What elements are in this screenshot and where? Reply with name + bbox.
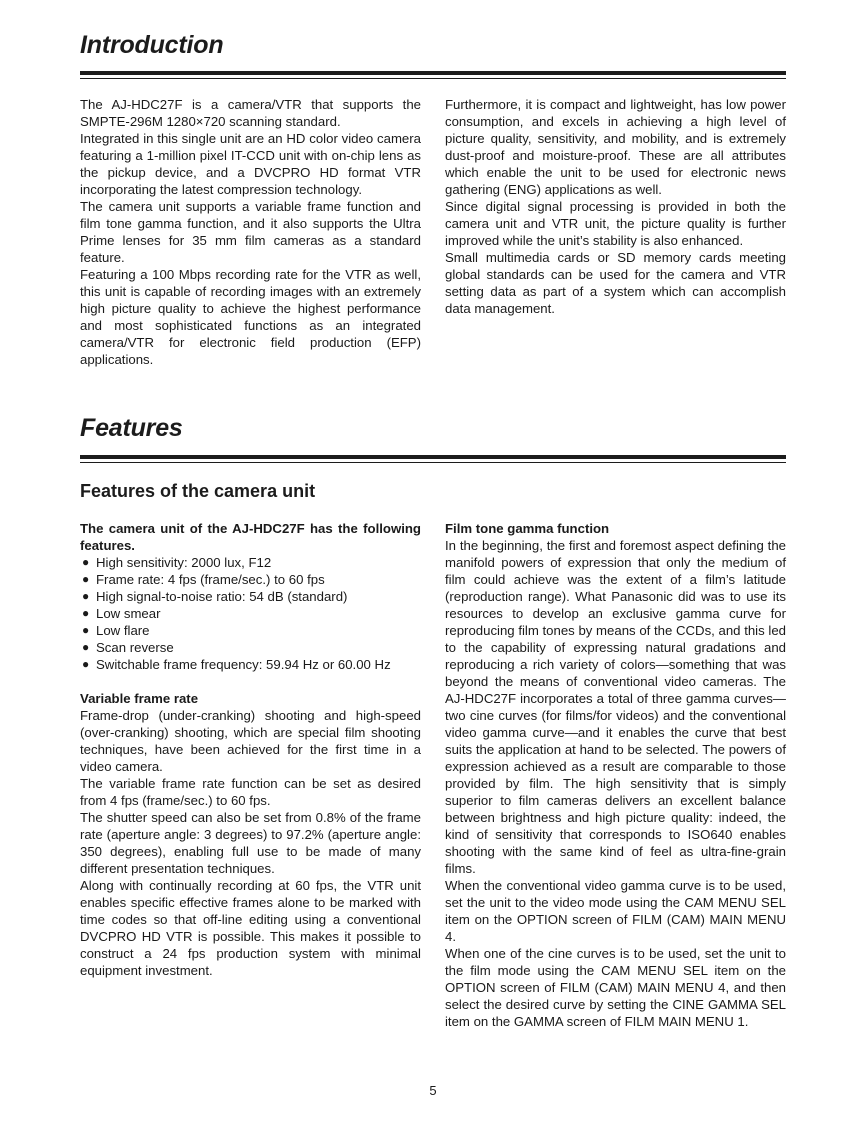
vfr-paragraph: Along with continually recording at 60 fps, the VTR unit enables specific effective frames alone to be marked with time codes so that off-line editing using a conventional DVCPRO HD VTR is possible. This makes it possible to construct a 24 fps production system with minimal equipment investment. — [80, 878, 421, 978]
feature-bullet-list — [80, 554, 421, 673]
spacer — [80, 673, 421, 690]
intro-paragraph: Furthermore, it is compact and lightweight, has low power consumption, and excels in achieving a high level of picture quality, sensitivity, and mobility, and is extremely dust-proof and moisture-proof. These are all attributes which enable the unit to be used for electronic news gathering (ENG) applications as well. — [445, 97, 786, 197]
vfr-paragraph: The variable frame rate function can be set as desired from 4 fps (frame/sec.) to 60 fps. — [80, 776, 421, 808]
list-item: ● Frame rate: 4 fps (frame/sec.) to 60 fps — [82, 572, 325, 587]
features-left-column — [80, 520, 421, 979]
list-item: ● High sensitivity: 2000 lux, F12 — [82, 555, 272, 570]
vfr-paragraph: Frame-drop (under-cranking) shooting and high-speed (over-cranking) shooting, which are special film shooting techniques, have been achieved for the first time in a video camera. — [80, 708, 421, 774]
bullet-icon: ● — [82, 589, 90, 603]
list-item: ● High signal-to-noise ratio: 54 dB (standard) — [82, 589, 348, 604]
introduction-rule-thin — [80, 78, 786, 79]
intro-paragraph: Small multimedia cards or SD memory cards meeting global standards can be used for the camera and VTR setting data as part of a system which can accomplish data management. — [445, 250, 786, 316]
intro-paragraph: Since digital signal processing is provided in both the camera unit and VTR unit, the picture quality is further improved while the unit’s stability is also enhanced. — [445, 199, 786, 248]
bullet-icon: ● — [82, 640, 90, 654]
list-item: ● Low flare — [82, 623, 150, 638]
film-tone-gamma-heading: Film tone gamma function — [445, 521, 610, 536]
bullet-icon: ● — [82, 555, 90, 569]
intro-paragraph: Integrated in this single unit are an HD color video camera featuring a 1-million pixel IT-CCD unit with on-chip lens as the pickup device, and a DVCPRO HD format VTR incorporating the latest compression technology. — [80, 131, 421, 197]
introduction-right-column — [445, 96, 786, 317]
vfr-paragraph: The shutter speed can also be set from 0.8% of the frame rate (aperture angle: 3 degrees) to 97.2% (aperture angle: 350 degrees), enabling full use to be made of many different presentation techniques. — [80, 810, 421, 876]
camera-unit-subheading: Features of the camera unit — [80, 481, 316, 501]
variable-frame-rate-heading: Variable frame rate — [80, 691, 199, 706]
ftg-paragraph: When one of the cine curves is to be used, set the unit to the film mode using the CAM MENU SEL item on the OPTION screen of FILM (CAM) MAIN MENU 4, and then select the desired curve by setting the CINE GAMMA SEL item on the GAMMA screen of FILM MAIN MENU 1. — [445, 946, 786, 1029]
bullet-icon: ● — [82, 657, 90, 671]
introduction-rule-thick — [80, 71, 786, 75]
page-number: 5 — [429, 1083, 437, 1098]
ftg-paragraph: In the beginning, the first and foremost aspect defining the manifold powers of expression that only the medium of film could achieve was the extent of a film’s latitude (reproduction range). What Panasonic did was to use its resources to develop an exclusive gamma curve for reproducing film tones by means of the CCDs, and this led to the capability of expressing natural gradations and reproducing a rich variety of colors—something that was beyond the means of conventional video cameras. The AJ-HDC27F incorporates a total of three gamma curves—two cine curves (for films/for videos) and the conventional video gamma curve—and it enables the curve that best suits the application at hand to be selected. The powers of expression achieved as a result are comparable to those provided by film. The high sensitivity that is simply superior to film cameras delivers an excellent balance between brightness and high picture quality: indeed, the kind of sensitivity that corresponds to ISO640 enables shooting with the same kind of feel as ultra-fine-grain films. — [445, 538, 786, 876]
introduction-heading: Introduction — [80, 31, 224, 59]
intro-paragraph: The camera unit supports a variable frame function and film tone gamma function, and it also supports the Ultra Prime lenses for 35 mm film cameras as a standard feature. — [80, 199, 421, 265]
bullet-icon: ● — [82, 606, 90, 620]
intro-paragraph: The AJ-HDC27F is a camera/VTR that supports the SMPTE-296M 1280×720 scanning standard. — [80, 97, 421, 129]
bullet-icon: ● — [82, 623, 90, 637]
features-rule-thick — [80, 455, 786, 459]
introduction-left-column — [80, 96, 421, 368]
list-item: ● Scan reverse — [82, 640, 174, 655]
list-item: ● Switchable frame frequency: 59.94 Hz or 60.00 Hz — [82, 657, 391, 672]
list-item: ● Low smear — [82, 606, 161, 621]
features-lead: The camera unit of the AJ-HDC27F has the following features. — [80, 521, 421, 553]
features-heading: Features — [80, 414, 183, 442]
features-right-column — [445, 520, 786, 1030]
ftg-paragraph: When the conventional video gamma curve is to be used, set the unit to the video mode using the CAM MENU SEL item on the OPTION screen of FILM (CAM) MAIN MENU 4. — [445, 878, 786, 944]
intro-paragraph: Featuring a 100 Mbps recording rate for the VTR as well, this unit is capable of recording images with an extremely high picture quality to achieve the highest performance and most sophisticated functions as an integrated camera/VTR for electronic field production (EFP) applications. — [80, 267, 421, 367]
features-rule-thin — [80, 462, 786, 463]
bullet-icon: ● — [82, 572, 90, 586]
